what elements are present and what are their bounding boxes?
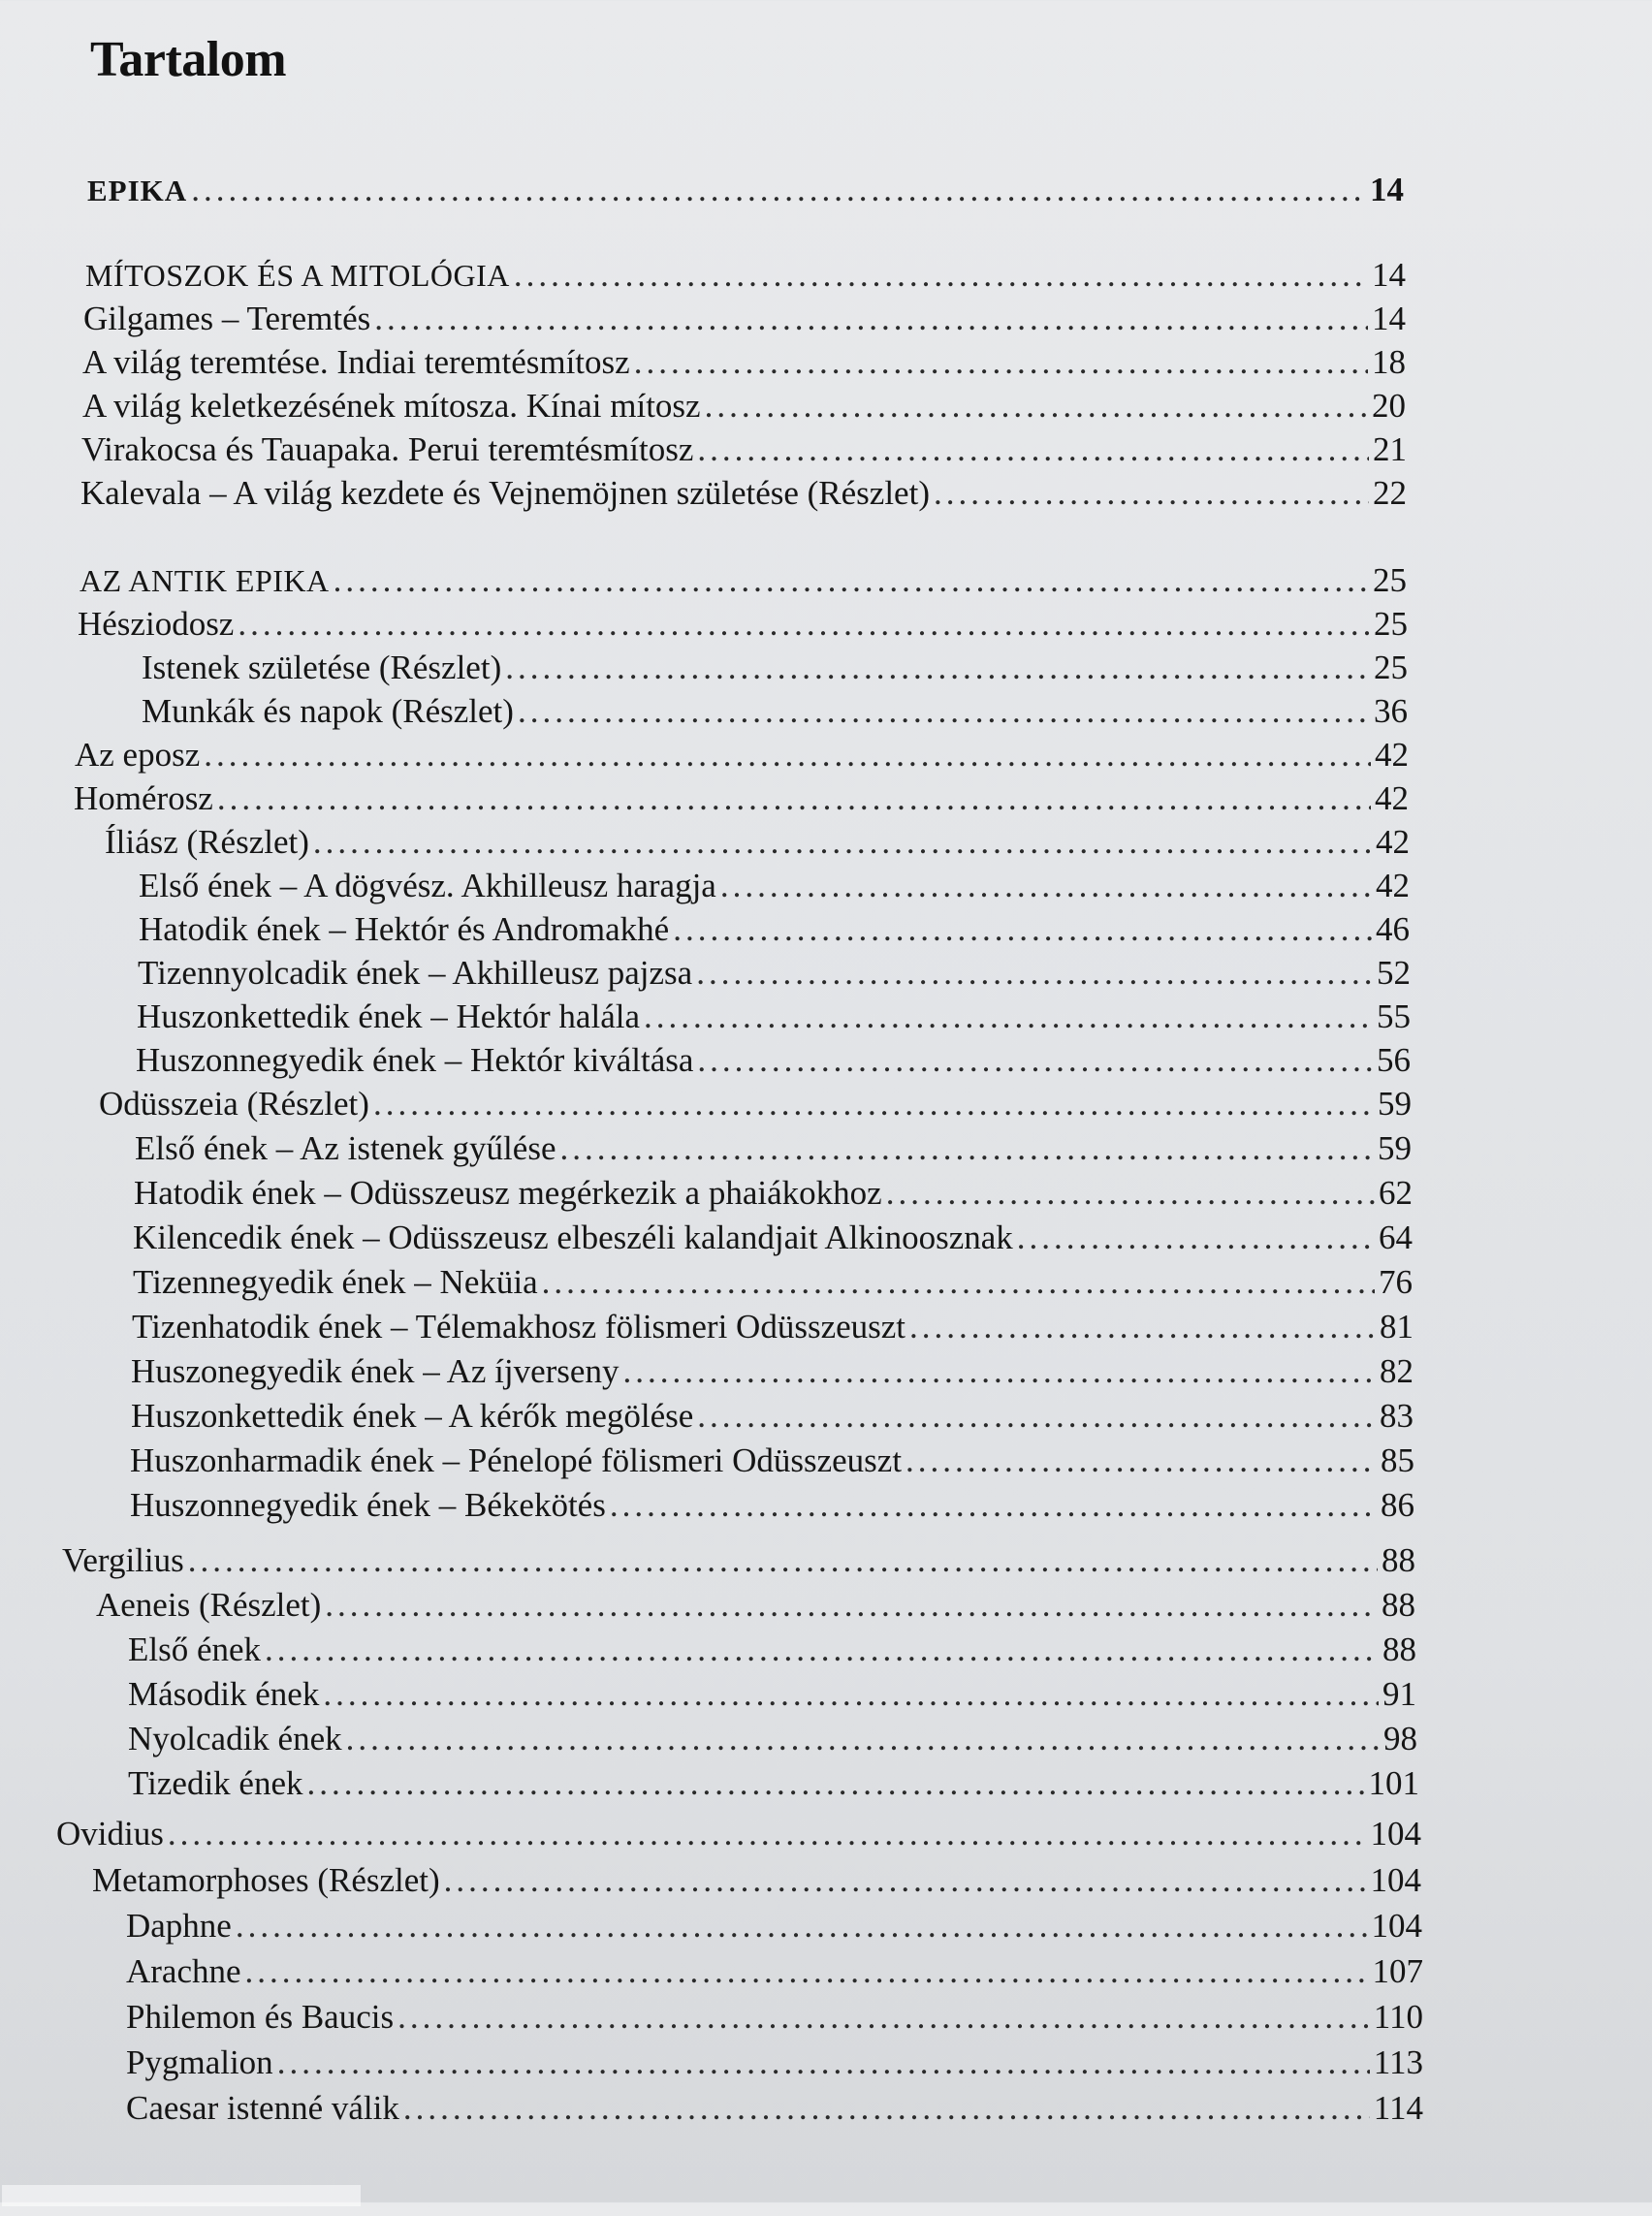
toc-entry-page: 104 xyxy=(1370,1815,1421,1852)
toc-entry xyxy=(74,777,1409,820)
toc-entry-title: Daphne xyxy=(126,1907,232,1945)
toc-entry-title: Philemon és Baucis xyxy=(126,1998,395,2036)
toc-entry-title: Aeneis (Részlet) xyxy=(96,1586,322,1624)
toc-entry-title: Huszonkettedik ének – Hektór halála xyxy=(137,997,640,1035)
toc-entry xyxy=(126,1905,1422,1947)
toc-entry-page: 14 xyxy=(1372,300,1406,337)
dot-leader xyxy=(505,647,1370,689)
toc-entry xyxy=(83,298,1406,340)
toc-entry-page: 113 xyxy=(1373,2043,1423,2081)
dot-leader xyxy=(886,1172,1375,1215)
toc-entry-page: 59 xyxy=(1378,1129,1412,1167)
dot-leader xyxy=(245,1950,1369,1993)
toc-entry-title: Arachne xyxy=(126,1952,241,1990)
toc-entry-title: Hésziodosz xyxy=(78,605,235,643)
toc-entry-page: 52 xyxy=(1377,954,1411,992)
dot-leader xyxy=(204,734,1371,776)
toc-entry-page: 55 xyxy=(1377,997,1411,1035)
toc-entry-title: Hatodik ének – Odüsszeusz megérkezik a phaiákokhoz xyxy=(134,1174,882,1212)
toc-entry xyxy=(138,952,1411,995)
dot-leader xyxy=(514,254,1368,297)
toc-entry xyxy=(87,169,1404,211)
toc-entry-page: 110 xyxy=(1373,1998,1423,2036)
toc-entry-title: Homérosz xyxy=(74,779,213,817)
toc-entry-page: 25 xyxy=(1374,605,1408,643)
toc-entry-page: 14 xyxy=(1370,171,1404,208)
toc-entry-title: Huszonegyedik ének – Az íjverseny xyxy=(131,1352,620,1390)
toc-entry-page: 25 xyxy=(1374,649,1408,686)
dot-leader xyxy=(444,1859,1367,1902)
dot-leader xyxy=(559,1127,1374,1170)
toc-entry-page: 42 xyxy=(1376,867,1410,904)
toc-entry xyxy=(126,1996,1423,2039)
toc-entry xyxy=(96,1584,1415,1627)
dot-leader xyxy=(397,1996,1370,2039)
toc-entry-page: 42 xyxy=(1375,779,1409,817)
toc-entry xyxy=(78,603,1408,646)
dot-leader xyxy=(697,1395,1376,1438)
toc-entry xyxy=(62,1539,1415,1582)
toc-entry xyxy=(56,1813,1421,1855)
dot-leader xyxy=(905,1440,1377,1482)
dot-leader xyxy=(622,1350,1376,1393)
toc-entry-page: 62 xyxy=(1379,1174,1413,1212)
toc-entry-page: 20 xyxy=(1372,387,1406,425)
dot-leader xyxy=(542,1261,1375,1304)
toc-entry-page: 42 xyxy=(1375,736,1409,774)
toc-entry xyxy=(131,1395,1414,1438)
dot-leader xyxy=(705,385,1368,427)
toc-entry-page: 21 xyxy=(1373,430,1407,468)
toc-entry-page: 114 xyxy=(1373,2089,1423,2127)
dot-leader xyxy=(238,603,1370,646)
toc-entry xyxy=(81,428,1407,471)
toc-entry-title: Odüsszeia (Részlet) xyxy=(99,1085,369,1123)
toc-entry xyxy=(79,559,1407,602)
toc-entry-page: 101 xyxy=(1368,1764,1419,1802)
dot-leader xyxy=(697,428,1369,471)
toc-entry xyxy=(80,472,1407,515)
toc-entry-title: Kilencedik ének – Odüsszeusz elbeszéli kalandjait Alkinoosznak xyxy=(133,1219,1013,1256)
toc-entry-title: A világ keletkezésének mítosza. Kínai mítosz xyxy=(82,387,701,425)
dot-leader xyxy=(696,952,1373,995)
toc-entry-page: 76 xyxy=(1379,1263,1413,1301)
dot-leader xyxy=(518,690,1370,733)
toc-entry-title: Huszonkettedik ének – A kérők megölése xyxy=(131,1397,694,1435)
dot-leader xyxy=(334,559,1369,602)
toc-entry-title: Huszonharmadik ének – Pénelopé fölismeri Odüsszeuszt xyxy=(130,1441,903,1479)
toc-entry-title: Első ének – A dögvész. Akhilleusz haragja xyxy=(139,867,716,904)
toc-entry-title: Caesar istenné válik xyxy=(126,2089,399,2127)
dot-leader xyxy=(697,1039,1373,1082)
toc-entry xyxy=(105,821,1410,864)
toc-entry xyxy=(132,1306,1414,1348)
toc-entry xyxy=(128,1673,1416,1716)
toc-entry xyxy=(133,1217,1413,1259)
toc-entry-title: Huszonnegyedik ének – Békekötés xyxy=(130,1486,606,1524)
dot-leader xyxy=(374,298,1368,340)
toc-entry xyxy=(142,690,1408,733)
dot-leader xyxy=(373,1083,1374,1125)
toc-entry-title: Virakocsa és Tauapaka. Perui teremtésmítosz xyxy=(81,430,694,468)
toc-entry-page: 104 xyxy=(1371,1907,1422,1945)
toc-entry-title: MÍTOSZOK ÉS A MITOLÓGIA xyxy=(85,258,510,293)
toc-entry-title: Ovidius xyxy=(56,1815,164,1852)
dot-leader xyxy=(323,1673,1379,1716)
toc-entry-page: 88 xyxy=(1382,1630,1416,1668)
toc-entry-page: 46 xyxy=(1376,910,1410,948)
toc-entry-page: 14 xyxy=(1372,256,1406,294)
dot-leader xyxy=(188,1539,1378,1582)
dot-leader xyxy=(610,1484,1377,1527)
toc-entry-title: Metamorphoses (Részlet) xyxy=(92,1861,440,1899)
toc-entry-page: 98 xyxy=(1383,1720,1417,1757)
toc-entry-title: Huszonnegyedik ének – Hektór kiváltása xyxy=(136,1041,694,1079)
toc-entry-page: 56 xyxy=(1377,1041,1411,1079)
toc-entry-title: Tizennegyedik ének – Neküia xyxy=(133,1263,538,1301)
toc-entry-title: AZ ANTIK EPIKA xyxy=(79,563,330,598)
toc-entry-title: Gilgames – Teremtés xyxy=(83,300,371,337)
toc-entry-title: Tizenhatodik ének – Télemakhosz fölismeri Odüsszeuszt xyxy=(132,1308,906,1345)
toc-entry-page: 104 xyxy=(1370,1861,1421,1899)
toc-entry-title: Első ének xyxy=(128,1630,262,1668)
dot-leader xyxy=(644,996,1373,1038)
toc-entry xyxy=(130,1484,1414,1527)
toc-entry xyxy=(131,1350,1414,1393)
toc-entry-page: 42 xyxy=(1376,823,1410,861)
toc-entry xyxy=(134,1172,1413,1215)
toc-entry-page: 91 xyxy=(1382,1675,1416,1713)
toc-entry-title: Az eposz xyxy=(75,736,201,774)
dot-leader xyxy=(307,1762,1365,1805)
toc-entry xyxy=(126,1950,1423,1993)
toc-entry xyxy=(139,908,1410,951)
toc-entry-title: Tizennyolcadik ének – Akhilleusz pajzsa xyxy=(138,954,693,992)
toc-entry-page: 88 xyxy=(1382,1586,1415,1624)
toc-entry-page: 36 xyxy=(1374,692,1408,730)
watermark-logo xyxy=(2,2168,370,2216)
dot-leader xyxy=(1017,1217,1375,1259)
toc-entry-page: 88 xyxy=(1382,1541,1415,1579)
dot-leader xyxy=(934,472,1369,515)
toc-entry-title: Hatodik ének – Hektór és Andromakhé xyxy=(139,910,670,948)
toc-entry-title: Pygmalion xyxy=(126,2043,273,2081)
toc-entry-title: EPIKA xyxy=(87,174,188,207)
toc-entry xyxy=(142,647,1408,689)
toc-entry xyxy=(139,865,1410,907)
toc-entry-page: 82 xyxy=(1380,1352,1414,1390)
toc-entry xyxy=(130,1440,1414,1482)
toc-entry-title: Első ének – Az istenek gyűlése xyxy=(135,1129,556,1167)
page-title: Tartalom xyxy=(90,32,287,87)
toc-entry-page: 83 xyxy=(1380,1397,1414,1435)
toc-entry xyxy=(137,996,1411,1038)
dot-leader xyxy=(720,865,1372,907)
toc-entry-title: A világ teremtése. Indiai teremtésmítosz xyxy=(82,343,630,381)
dot-leader xyxy=(217,777,1371,820)
toc-entry xyxy=(136,1039,1411,1082)
toc-entry xyxy=(133,1261,1413,1304)
toc-entry-title: Munkák és napok (Részlet) xyxy=(142,692,514,730)
toc-entry-page: 25 xyxy=(1373,561,1407,599)
dot-leader xyxy=(403,2087,1370,2130)
toc-entry-title: Kalevala – A világ kezdete és Vejnemöjnen születése (Részlet) xyxy=(80,474,930,512)
dot-leader xyxy=(191,169,1366,211)
toc-entry-page: 85 xyxy=(1381,1441,1414,1479)
dot-leader xyxy=(346,1718,1380,1760)
toc-entry xyxy=(135,1127,1412,1170)
toc-entry-title: Íliász (Részlet) xyxy=(105,823,309,861)
toc-entry-title: Tizedik ének xyxy=(128,1764,303,1802)
toc-entry xyxy=(82,341,1406,384)
dot-leader xyxy=(277,2042,1370,2084)
toc-entry-page: 18 xyxy=(1372,343,1406,381)
dot-leader xyxy=(325,1584,1378,1627)
dot-leader xyxy=(909,1306,1376,1348)
toc-entry-page: 86 xyxy=(1381,1486,1414,1524)
toc-entry xyxy=(82,385,1406,427)
toc-entry-page: 22 xyxy=(1373,474,1407,512)
toc-entry-title: Istenek születése (Részlet) xyxy=(142,649,502,686)
toc-entry xyxy=(128,1718,1417,1760)
toc-entry-title: Második ének xyxy=(128,1675,320,1713)
toc-entry-title: Vergilius xyxy=(62,1541,184,1579)
toc-entry xyxy=(128,1762,1419,1805)
dot-leader xyxy=(168,1813,1367,1855)
toc-entry xyxy=(126,2042,1423,2084)
toc-entry-title: Nyolcadik ének xyxy=(128,1720,342,1757)
dot-leader xyxy=(236,1905,1368,1947)
dot-leader xyxy=(634,341,1368,384)
toc-entry xyxy=(75,734,1409,776)
toc-entry xyxy=(128,1629,1416,1671)
toc-entry xyxy=(126,2087,1423,2130)
toc-entry-page: 107 xyxy=(1372,1952,1423,1990)
toc-entry-page: 64 xyxy=(1379,1219,1413,1256)
watermark-graphic xyxy=(2,2168,370,2206)
toc-entry-page: 59 xyxy=(1378,1085,1412,1123)
dot-leader xyxy=(673,908,1372,951)
toc-entry xyxy=(92,1859,1421,1902)
dot-leader xyxy=(313,821,1372,864)
toc-entry xyxy=(85,254,1406,297)
toc-entry xyxy=(99,1083,1412,1125)
dot-leader xyxy=(265,1629,1379,1671)
toc-entry-page: 81 xyxy=(1380,1308,1414,1345)
